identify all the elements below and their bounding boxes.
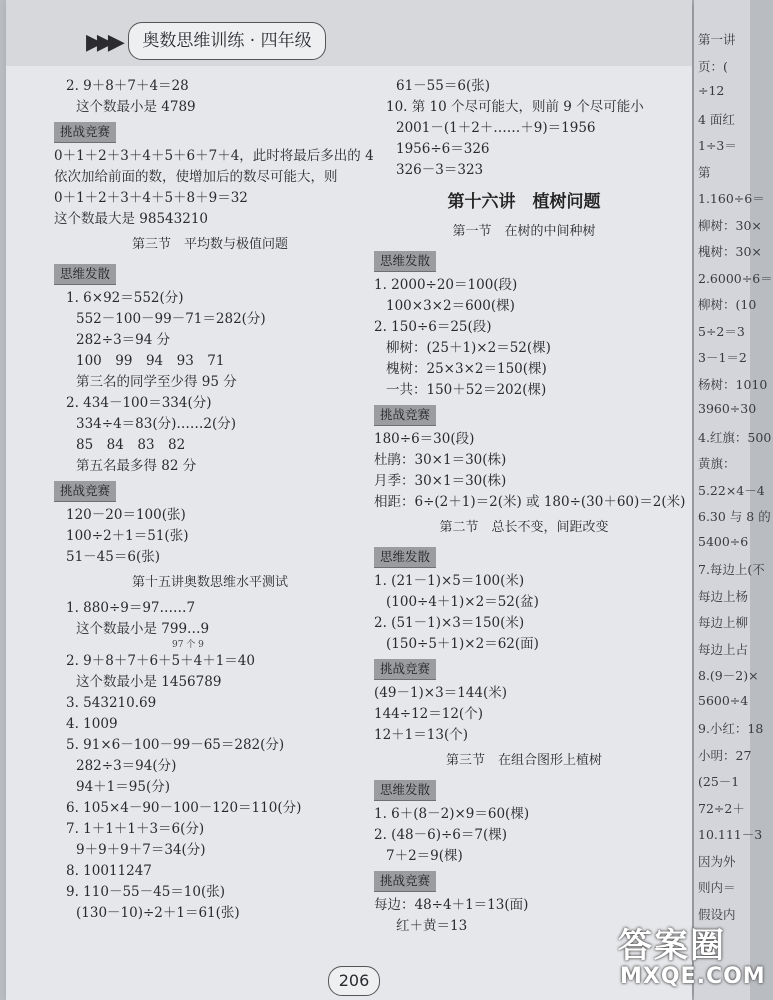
- answer-line: 这个数最小是 1456789: [76, 674, 222, 690]
- next-page-fragment: (25－1: [698, 774, 740, 789]
- answer-line: 这个数最小是 4789: [76, 99, 196, 115]
- answer-line: 第三名的同学至少得 95 分: [76, 374, 237, 390]
- section-label-badge: 思维发散: [374, 547, 436, 568]
- answer-line: 0＋1＋2＋3＋4＋5＋8＋9＝32: [54, 190, 248, 206]
- section-heading: 第十五讲奥数思维水平测试: [131, 575, 288, 590]
- next-page-fragment: 因为外: [698, 853, 736, 869]
- section-label-row: [374, 401, 674, 429]
- section-label-row: [54, 260, 366, 288]
- next-page-fragment: 每边上柳: [698, 615, 749, 630]
- next-page-fragment: 1.160÷6＝: [698, 191, 765, 206]
- next-page-fragment: 柳树：30×: [698, 217, 762, 233]
- next-page-fragment: 杨树：1010: [698, 376, 768, 392]
- answer-line: 2. 150÷6＝25(段): [374, 319, 492, 335]
- next-page-fragment: 10.111－3: [698, 827, 763, 842]
- answer-line: 2001－(1＋2＋……＋9)＝1956: [396, 120, 596, 136]
- answer-line: 12＋1＝13(个): [374, 727, 468, 743]
- answer-line: 红＋黄＝13: [396, 918, 468, 934]
- answer-line: 2. 9＋8＋7＋6＋5＋4＋1＝40: [66, 653, 255, 669]
- next-page-fragment: 4 面红: [698, 111, 735, 127]
- answer-line: 282÷3＝94(分): [76, 758, 177, 774]
- answer-line: 51－45＝6(张): [66, 549, 160, 565]
- answer-line: 100÷2＋1＝51(张): [66, 528, 189, 544]
- section-label-badge: 挑战竞赛: [54, 481, 116, 502]
- answer-line: 一共：150＋52＝202(棵): [386, 382, 547, 398]
- section-label-badge: 挑战竞赛: [54, 122, 116, 143]
- section-heading: 第三节 平均数与极值问题: [131, 237, 288, 252]
- section-label-row: [54, 477, 366, 505]
- answer-line: 9. 110－55－45＝10(张): [66, 884, 226, 900]
- answer-line: 4. 1009: [66, 716, 118, 732]
- next-page-fragment: 每边上杨: [698, 588, 749, 604]
- section-label-badge: 挑战竞赛: [374, 659, 436, 680]
- next-page-fragment: 5÷2＝3: [698, 323, 745, 339]
- answer-line: (150÷5＋1)×2＝62(面): [386, 636, 539, 652]
- next-page-fragment: 5.22×4－4: [698, 482, 765, 498]
- section-label-row: [374, 655, 674, 683]
- next-page-fragment: 2.6000÷6＝: [698, 270, 773, 286]
- answer-line: 326－3＝323: [396, 162, 484, 178]
- answer-line: 依次加给前面的数，使增加后的数尽可能大，则: [54, 169, 338, 185]
- answer-line: 7＋2＝9(棵): [386, 848, 463, 864]
- answer-line: 180÷6＝30(段): [374, 431, 475, 447]
- answer-line: 第五名最多得 82 分: [76, 458, 197, 474]
- next-page-fragment: 槐树：30×: [698, 244, 762, 259]
- watermark-logo: [618, 918, 766, 1000]
- answer-line: 杜鹃：30×1＝30(株): [374, 452, 507, 468]
- next-page-fragment: 7.每边上(不: [698, 562, 765, 577]
- next-page-fragment: 6.30 与 8 的: [698, 509, 771, 524]
- answer-line: 0＋1＋2＋3＋4＋5＋6＋7＋4，此时将最后多出的 4: [54, 148, 374, 164]
- answer-line: 9＋9＋9＋7＝34(分): [76, 842, 206, 858]
- next-page-fragment: 第: [698, 164, 711, 180]
- answer-line: 每边：48÷4＋1＝13(面): [374, 897, 529, 913]
- next-page-fragment: 3－1＝2: [698, 350, 747, 365]
- page-number: 206: [328, 966, 380, 996]
- next-page-fragment: 则内＝: [698, 880, 736, 895]
- section-label-row: [374, 543, 674, 571]
- answer-line: 94＋1＝95(分): [76, 779, 170, 795]
- book-title: 奥数思维训练 · 四年级: [128, 22, 326, 60]
- next-page-fragment: 4.红旗：500: [698, 429, 772, 445]
- subscript-note: 97 个 9: [172, 640, 204, 650]
- answer-line: 282÷3＝94 分: [76, 332, 171, 348]
- section-label-badge: 思维发散: [54, 264, 116, 285]
- next-page-fragment: 8.(9－2)×: [698, 668, 759, 683]
- answer-line: 1. 6×92＝552(分): [66, 290, 184, 306]
- section-heading: 第三节 在组合图形上植树: [445, 753, 602, 768]
- answer-line: 85 84 83 82: [76, 437, 186, 453]
- next-page-fragment: ÷12: [698, 83, 725, 98]
- answer-line: 相距：6÷(2＋1)＝2(米) 或 180÷(30＋60)＝2(米): [374, 494, 686, 510]
- next-page-fragment: 1÷3＝: [698, 138, 737, 153]
- answer-line: 这个数最大是 98543210: [54, 211, 209, 227]
- answer-line: 柳树：(25＋1)×2＝52(棵): [386, 340, 551, 356]
- next-page-fragment: 第一讲: [698, 32, 736, 47]
- chapter-heading: 第十六讲 植树问题: [447, 192, 601, 212]
- answer-line: 120－20＝100(张): [66, 507, 186, 523]
- answer-line: 5. 91×6－100－99－65＝282(分): [66, 737, 285, 753]
- watermark-text-bottom: MXQE.COM: [620, 964, 766, 989]
- next-page-fragment: 5400÷6: [698, 533, 749, 549]
- answer-line: 2. 9＋8＋7＋4＝28: [66, 78, 189, 94]
- section-label-row: [374, 867, 674, 895]
- left-answer-column: [54, 76, 374, 924]
- section-label-row: [374, 776, 674, 804]
- next-page-fragment: 页：(: [698, 58, 728, 74]
- answer-line: 144÷12＝12(个): [374, 706, 483, 722]
- answer-line: 1. (21－1)×5＝100(米): [374, 573, 525, 589]
- section-heading: 第一节 在树的中间种树: [452, 224, 596, 239]
- next-page-fragment: 72÷2＋: [698, 800, 745, 816]
- answer-line: 10. 第 10 个尽可能大，则前 9 个尽可能小: [386, 99, 644, 115]
- answer-line: 1. 880÷9＝97……7: [66, 600, 196, 616]
- answer-line: 2. (51－1)×3＝150(米): [374, 615, 525, 631]
- next-page-fragment: 9.小红：18: [698, 721, 764, 736]
- textbook-page: [6, 0, 692, 1000]
- answer-line: 月季：30×1＝30(株): [374, 473, 507, 489]
- page-header: [6, 0, 692, 66]
- answer-line: 2. (48－6)÷6＝7(棵): [374, 827, 507, 843]
- answer-line: (49－1)×3＝144(米): [374, 685, 508, 701]
- answer-line: 1. 2000÷20＝100(段): [374, 277, 518, 293]
- section-label-row: [374, 247, 674, 275]
- answer-line: 2. 434－100＝334(分): [66, 395, 212, 411]
- answer-line: 61－55＝6(张): [396, 78, 490, 94]
- section-label-badge: 挑战竞赛: [374, 405, 436, 426]
- answer-line: 8. 10011247: [66, 863, 152, 879]
- answer-line: 334÷4＝83(分)……2(分): [76, 416, 237, 432]
- answer-line: (100÷4＋1)×2＝52(盆): [386, 594, 539, 610]
- section-label-row: [54, 118, 366, 146]
- right-answer-column: [374, 76, 686, 937]
- next-page-fragment: 柳树：(10: [698, 297, 757, 312]
- answer-line: 552－100－99－71＝282(分): [76, 311, 266, 327]
- next-page-fragment: 每边上占: [698, 641, 749, 657]
- answer-line: 1. 6＋(8－2)×9＝60(棵): [374, 806, 530, 822]
- answer-line: 6. 105×4－90－100－120＝110(分): [66, 800, 302, 816]
- answer-line: 100×3×2＝600(棵): [386, 298, 515, 314]
- answer-line: 7. 1＋1＋1＋3＝6(分): [66, 821, 205, 837]
- watermark-text-top: 答案圈: [618, 926, 726, 966]
- answer-line: 3. 543210.69: [66, 695, 157, 711]
- section-label-badge: 思维发散: [374, 780, 436, 801]
- next-page-fragment: 黄旗：: [698, 456, 736, 471]
- section-heading: 第二节 总长不变，间距改变: [439, 520, 609, 535]
- next-page-fragment: 假设内: [698, 906, 736, 922]
- answer-line: 1956÷6＝326: [396, 141, 490, 157]
- answer-line: 100 99 94 93 71: [76, 353, 225, 369]
- answer-line: (130－10)÷2＋1＝61(张): [76, 905, 240, 921]
- section-label-badge: 思维发散: [374, 251, 436, 272]
- next-page-fragment: 3960÷30: [698, 401, 757, 416]
- section-label-badge: 挑战竞赛: [374, 871, 436, 892]
- arrow-icon: ▶▶▶: [86, 30, 119, 55]
- next-page-fragment: 小明：27: [698, 747, 752, 763]
- next-page-edge: [694, 0, 773, 1000]
- next-page-fragment: 5600÷4: [698, 692, 749, 708]
- answer-line: 槐树：25×3×2＝150(棵): [386, 361, 547, 377]
- answer-line: 这个数最小是 799…9: [76, 621, 210, 637]
